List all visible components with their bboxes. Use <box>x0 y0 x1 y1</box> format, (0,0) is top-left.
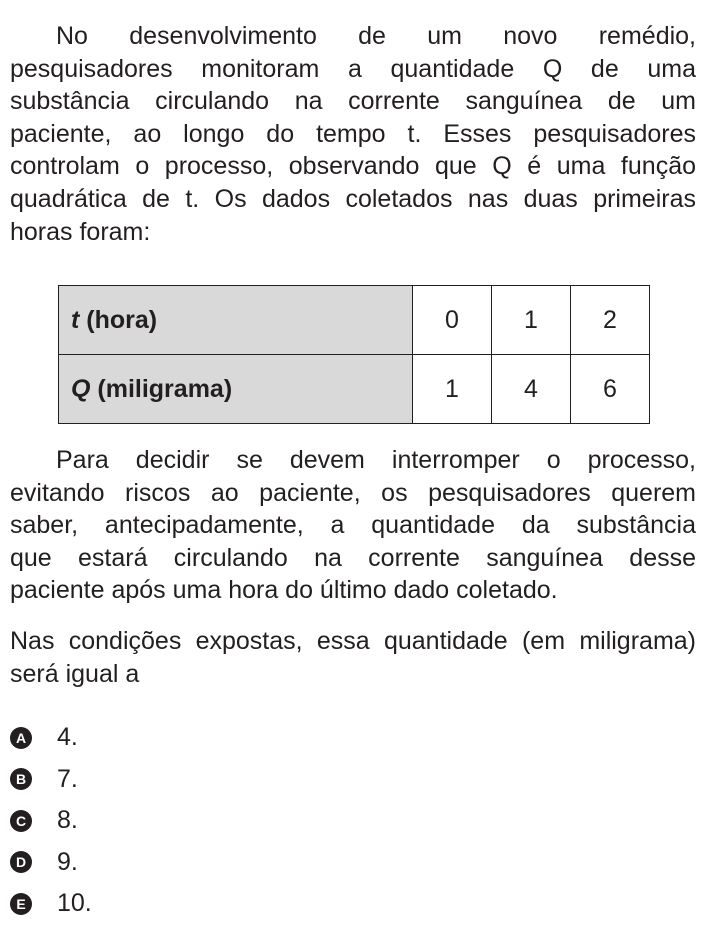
question-body <box>10 20 696 248</box>
decision-line: Para decidir se devem interromper o processo, <box>56 446 696 474</box>
table-cell: 4 <box>492 355 571 424</box>
answer-options <box>10 717 92 925</box>
decision-block <box>10 444 696 607</box>
option-text: 4. <box>57 723 78 752</box>
intro-line: quadrática de t. Os dados coletados nas duas primeiras <box>10 184 696 213</box>
row-header-t: t (hora) <box>59 286 413 355</box>
question-line: Nas condições expostas, essa quantidade (em miligrama) <box>10 627 696 655</box>
option-letter-e-badge: E <box>10 893 32 915</box>
table-row-q <box>59 355 650 424</box>
question-paragraph <box>10 625 696 690</box>
option-a[interactable] <box>10 717 92 759</box>
intro-line: paciente, ao longo do tempo t. Esses pesquisadores <box>10 119 696 148</box>
intro-line: horas foram: <box>10 217 151 246</box>
option-letter-a-badge: A <box>10 727 32 749</box>
question-block <box>10 625 696 690</box>
decision-line: evitando riscos ao paciente, os pesquisadores querem <box>10 478 696 507</box>
data-table <box>58 285 650 424</box>
option-c[interactable] <box>10 800 92 842</box>
option-letter-d-badge: D <box>10 851 32 873</box>
intro-line: No desenvolvimento de um novo remédio, <box>56 22 696 50</box>
option-text: 8. <box>57 806 78 835</box>
table-cell: 6 <box>571 355 650 424</box>
table-cell: 1 <box>413 355 492 424</box>
option-text: 10. <box>57 889 92 918</box>
intro-line: pesquisadores monitoram a quantidade Q de uma <box>10 54 696 83</box>
row-header-q: Q (miligrama) <box>59 355 413 424</box>
table-cell: 0 <box>413 286 492 355</box>
option-e[interactable] <box>10 883 92 925</box>
table-cell: 1 <box>492 286 571 355</box>
intro-line: controlam o processo, observando que Q é uma função <box>10 152 696 181</box>
decision-line: saber, antecipadamente, a quantidade da substância <box>10 511 696 540</box>
decision-line: paciente após uma hora do último dado coletado. <box>10 576 558 605</box>
option-letter-c-badge: C <box>10 810 32 832</box>
intro-paragraph <box>10 20 696 248</box>
option-letter-b-badge: B <box>10 768 32 790</box>
table-row-t <box>59 286 650 355</box>
option-d[interactable] <box>10 842 92 884</box>
option-text: 7. <box>57 764 78 793</box>
option-text: 9. <box>57 847 78 876</box>
decision-line: que estará circulando na corrente sanguínea desse <box>10 543 696 572</box>
option-b[interactable] <box>10 759 92 801</box>
table-cell: 2 <box>571 286 650 355</box>
data-table-wrapper <box>58 285 650 424</box>
intro-line: substância circulando na corrente sanguínea de um <box>10 87 696 116</box>
decision-paragraph <box>10 444 696 607</box>
question-line: será igual a <box>10 659 140 688</box>
